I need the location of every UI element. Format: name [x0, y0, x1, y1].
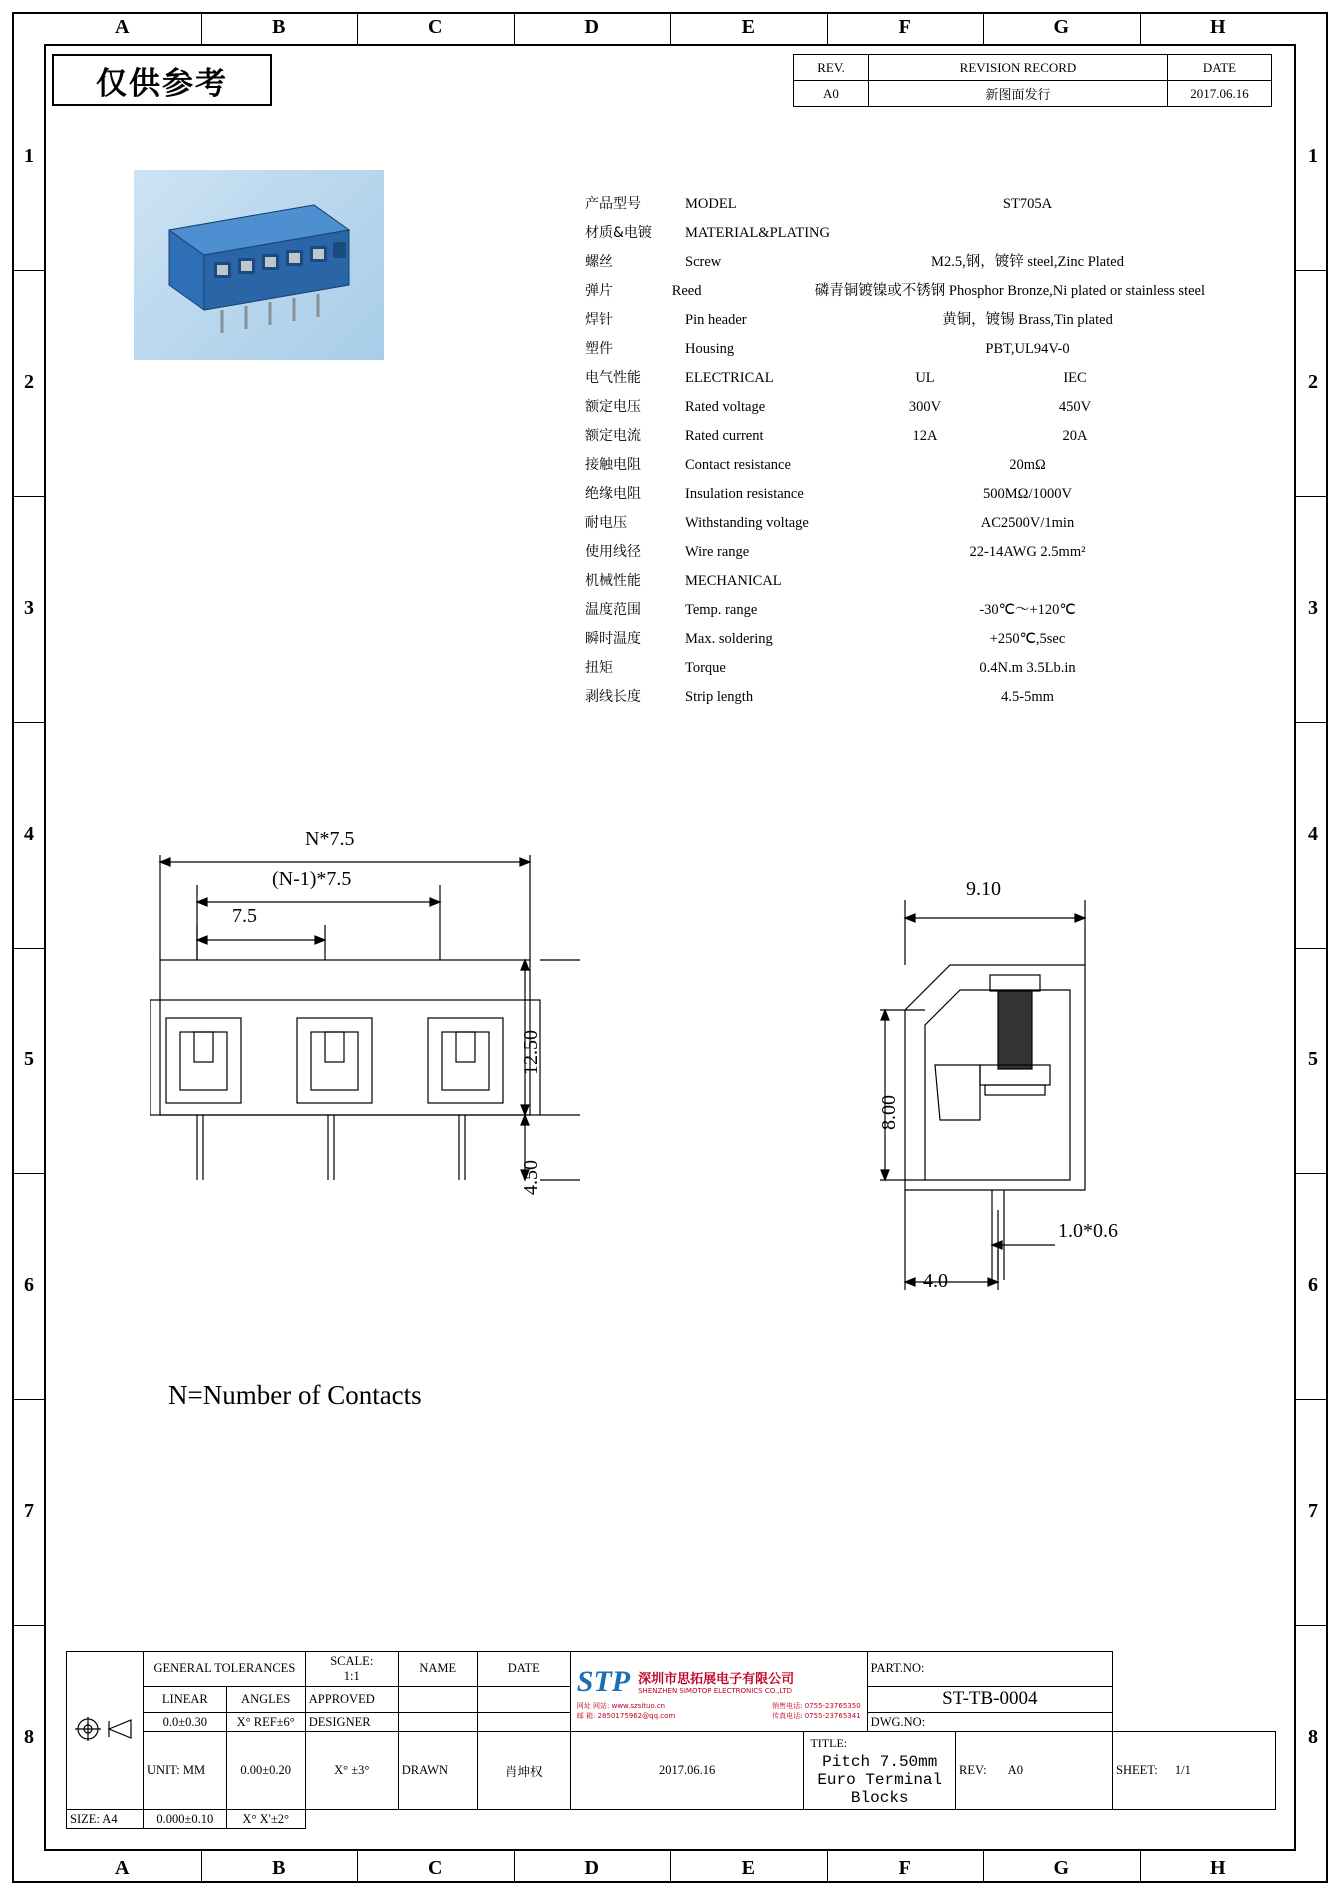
zone-col-F: F	[898, 16, 911, 38]
spec-value	[850, 393, 1245, 422]
contact-web: www.szsituo.cn	[611, 1701, 666, 1710]
dim-pitch-label: 7.5	[232, 905, 257, 927]
revision-header-date: DATE	[1168, 55, 1272, 81]
spec-value	[850, 567, 1245, 596]
zone-row-4: 4	[24, 822, 34, 845]
spec-row	[585, 654, 1245, 683]
zone-row-3: 3	[24, 596, 34, 619]
spec-value-iec: 20A	[1062, 428, 1088, 444]
title-line1: Pitch 7.50mm	[822, 1753, 938, 1772]
zone-col-B: B	[272, 1857, 286, 1879]
zone-row-7: 7	[1308, 1500, 1318, 1523]
partno-value: ST-TB-0004	[867, 1686, 1112, 1712]
spec-value	[850, 480, 1245, 509]
spec-row	[585, 364, 1245, 393]
specification-list	[585, 190, 1245, 712]
zone-row-1: 1	[1308, 144, 1318, 167]
spec-label-en: ELECTRICAL	[685, 370, 774, 386]
spec-label-cn: 材质&电镀	[585, 225, 652, 241]
spec-label-en: Screw	[685, 254, 722, 270]
spec-label-cn: 瞬时温度	[585, 631, 641, 647]
spec-value	[850, 422, 1245, 451]
designer-date	[477, 1713, 570, 1732]
zone-row-4: 4	[1308, 822, 1318, 845]
name-header: NAME	[398, 1652, 477, 1687]
spec-label-en: Torque	[685, 660, 726, 676]
spec-value-text: M2.5,钢，镀锌 steel,Zinc Plated	[931, 254, 1124, 270]
dim-side-height-label: 8.00	[878, 1095, 900, 1130]
zone-tick	[12, 496, 44, 497]
spec-value	[850, 625, 1245, 654]
sheet-value: 1/1	[1174, 1763, 1191, 1778]
linear-header: LINEAR	[144, 1686, 227, 1712]
spec-label-cn: 产品型号	[585, 196, 641, 212]
zone-tick	[12, 1173, 44, 1174]
spec-label-en: Contact resistance	[685, 457, 791, 473]
revision-row	[794, 81, 1272, 107]
front-view-drawing	[150, 828, 610, 1300]
sheet-cell	[1113, 1732, 1276, 1810]
dim-base-label: 4.0	[923, 1270, 948, 1292]
spec-value	[850, 306, 1245, 335]
spec-label-en: Wire range	[685, 544, 750, 560]
scale-label	[305, 1652, 398, 1687]
spec-value-text: ST705A	[1002, 196, 1053, 212]
spec-label-en: Strip length	[685, 689, 754, 705]
spec-label-cn: 绝缘电阻	[585, 486, 641, 502]
angle-tol-1: X° REF±6°	[226, 1713, 305, 1732]
spec-label-cn: 弹片	[585, 283, 613, 299]
spec-label-en: Temp. range	[685, 602, 758, 618]
revision-header-rev: REV.	[794, 55, 869, 81]
revision-header-row	[794, 55, 1272, 81]
spec-row	[585, 248, 1245, 277]
title-line2: Euro Terminal Blocks	[817, 1771, 943, 1808]
contacts-note: N=Number of Contacts	[168, 1380, 422, 1410]
contact-fax-label: 传真电话:	[772, 1711, 803, 1720]
zone-col-E: E	[741, 16, 755, 38]
contact-tel-label: 销售电话:	[772, 1701, 803, 1710]
title-cell	[804, 1732, 956, 1810]
revision-record-value: 新图面发行	[869, 81, 1168, 107]
revision-rev-value: A0	[794, 81, 869, 107]
zone-row-2: 2	[24, 370, 34, 393]
zone-tick	[1296, 496, 1328, 497]
linear-tol-1: 0.0±0.30	[144, 1713, 227, 1732]
title-block	[66, 1651, 1276, 1829]
spec-label-cn: 电气性能	[585, 370, 641, 386]
tolerances-title: GENERAL TOLERANCES	[144, 1652, 306, 1687]
zone-tick	[1296, 1399, 1328, 1400]
spec-label-cn: 剥线长度	[585, 689, 641, 705]
spec-value	[850, 451, 1245, 480]
drawn-label: DRAWN	[398, 1732, 477, 1810]
spec-label-en: Rated current	[685, 428, 764, 444]
zone-tick	[12, 722, 44, 723]
spec-value	[850, 654, 1245, 683]
zone-tick	[1296, 1625, 1328, 1626]
reference-only-stamp	[52, 54, 272, 106]
approved-label: APPROVED	[305, 1686, 398, 1712]
scale-label-text: SCALE:	[330, 1653, 374, 1668]
spec-label-en: Housing	[685, 341, 735, 357]
spec-value-text: 20mΩ	[1009, 457, 1046, 473]
spec-label-cn: 焊针	[585, 312, 613, 328]
dim-pin-section-label: 1.0*0.6	[1058, 1220, 1118, 1242]
spec-label-cn: 螺丝	[585, 254, 613, 270]
spec-row	[585, 596, 1245, 625]
angles-header: ANGLES	[226, 1686, 305, 1712]
zone-row-3: 3	[1308, 596, 1318, 619]
contact-mail-label: 邮 箱:	[576, 1711, 596, 1720]
dim-pin-length-label: 4.50	[520, 1160, 542, 1195]
linear-tol-2: 0.00±0.20	[226, 1732, 305, 1810]
spec-row	[585, 451, 1245, 480]
spec-value	[850, 364, 1245, 393]
zone-tick	[1296, 1173, 1328, 1174]
rev-label: REV:	[959, 1763, 987, 1778]
spec-row	[585, 538, 1245, 567]
spec-label-en: Max. soldering	[685, 631, 773, 647]
spec-value-text: PBT,UL94V-0	[985, 341, 1070, 357]
zone-row-7: 7	[24, 1500, 34, 1523]
zone-tick	[12, 948, 44, 949]
angle-tol-2: X° ±3°	[305, 1732, 398, 1810]
angle-tol-3: X° X'±2°	[226, 1810, 305, 1829]
drawn-date: 2017.06.16	[570, 1732, 804, 1810]
spec-value-text: -30℃～+120℃	[979, 602, 1076, 618]
spec-value-text: AC2500V/1min	[980, 515, 1075, 531]
zone-row-1: 1	[24, 144, 34, 167]
dwgno-label-cell	[867, 1713, 1112, 1732]
dwgno-label: DWG.NO:	[870, 1714, 926, 1729]
partno-label-cell: PART.NO:	[867, 1652, 1112, 1687]
scale-value: 1:1	[343, 1668, 360, 1683]
revision-table	[793, 54, 1272, 107]
zone-row-6: 6	[24, 1274, 34, 1297]
zone-col-C: C	[428, 1857, 443, 1879]
spec-value-text: 磷青铜镀镍或不锈钢 Phosphor Bronze,Ni plated or stainless steel	[814, 283, 1205, 299]
spec-row	[585, 625, 1245, 654]
zone-col-G: G	[1053, 1857, 1070, 1879]
spec-label-cn: 塑件	[585, 341, 613, 357]
company-logo: STP	[576, 1664, 631, 1698]
spec-label-en: Insulation resistance	[685, 486, 804, 502]
spec-label-en: MECHANICAL	[685, 573, 782, 589]
dim-centers-label: (N-1)*7.5	[272, 868, 352, 890]
spec-value-text: 4.5-5mm	[1001, 689, 1054, 705]
size-label: SIZE: A4	[67, 1810, 144, 1829]
product-photo	[134, 170, 384, 360]
spec-value-ul: UL	[915, 370, 935, 386]
spec-value	[850, 219, 1245, 248]
zone-tick	[12, 1625, 44, 1626]
drawn-name: 肖坤权	[477, 1732, 570, 1810]
rev-value: A0	[1007, 1763, 1023, 1778]
spec-value-iec: 450V	[1058, 399, 1092, 415]
company-name-cn: 深圳市思拓展电子有限公司	[638, 1672, 795, 1688]
zone-col-H: H	[1209, 16, 1226, 38]
approved-date	[477, 1686, 570, 1712]
spec-value-text: 500MΩ/1000V	[983, 486, 1072, 502]
zone-col-D: D	[584, 1857, 599, 1879]
spec-row	[585, 480, 1245, 509]
zone-row-8: 8	[1308, 1726, 1318, 1749]
revision-date-value: 2017.06.16	[1168, 81, 1272, 107]
zone-col-H: H	[1209, 1857, 1226, 1879]
spec-value-text: +250℃,5sec	[989, 631, 1066, 647]
designer-label: DESIGNER	[305, 1713, 398, 1732]
spec-label-en: MODEL	[685, 196, 737, 212]
spec-label-cn: 机械性能	[585, 573, 641, 589]
zone-col-C: C	[428, 16, 443, 38]
spec-value-iec: IEC	[1063, 370, 1087, 386]
zone-row-2: 2	[1308, 370, 1318, 393]
sheet-label: SHEET:	[1116, 1763, 1158, 1778]
spec-label-cn: 温度范围	[585, 602, 641, 618]
spec-row	[585, 190, 1245, 219]
spec-value	[815, 277, 1245, 306]
spec-row	[585, 683, 1245, 712]
spec-row	[585, 422, 1245, 451]
zone-row-5: 5	[24, 1048, 34, 1071]
spec-value-ul: 300V	[908, 399, 942, 415]
designer-name	[398, 1713, 477, 1732]
stamp-text: 仅供参考	[96, 65, 228, 102]
spec-label-en: Reed	[671, 283, 702, 299]
spec-value	[850, 538, 1245, 567]
zone-row-6: 6	[1308, 1274, 1318, 1297]
dim-total-label: N*7.5	[305, 828, 355, 850]
unit-label: UNIT: MM	[144, 1732, 227, 1810]
zone-tick	[12, 270, 44, 271]
zone-col-D: D	[584, 16, 599, 38]
spec-row	[585, 393, 1245, 422]
spec-value-ul: 12A	[912, 428, 938, 444]
approved-name	[398, 1686, 477, 1712]
spec-label-cn: 使用线径	[585, 544, 641, 560]
zone-col-E: E	[741, 1857, 755, 1879]
spec-row	[585, 306, 1245, 335]
spec-value	[850, 596, 1245, 625]
spec-value	[850, 248, 1245, 277]
zone-tick	[1296, 270, 1328, 271]
spec-label-en: Rated voltage	[685, 399, 766, 415]
company-block	[570, 1652, 867, 1732]
spec-row	[585, 219, 1245, 248]
zone-col-A: A	[115, 16, 130, 38]
zone-col-B: B	[272, 16, 286, 38]
spec-row	[585, 277, 1245, 306]
contact-mail: 2850175962@qq.com	[597, 1711, 676, 1720]
spec-value-text: 0.4N.m 3.5Lb.in	[979, 660, 1076, 676]
zone-tick	[1296, 948, 1328, 949]
zone-row-5: 5	[1308, 1048, 1318, 1071]
zone-col-G: G	[1053, 16, 1070, 38]
spec-label-cn: 耐电压	[585, 515, 627, 531]
spec-value	[850, 190, 1245, 219]
spec-value	[850, 335, 1245, 364]
title-label: TITLE:	[810, 1736, 848, 1751]
side-section-drawing	[878, 878, 1180, 1292]
contact-fax: 0755-23765341	[804, 1711, 861, 1720]
rev-cell	[956, 1732, 1113, 1810]
dim-side-width-label: 9.10	[966, 878, 1001, 900]
projection-symbol	[67, 1652, 144, 1810]
contact-tel: 0755-23765350	[804, 1701, 861, 1710]
company-name-en: SHENZHEN SIMOTOP ELECTRONICS CO.,LTD	[638, 1687, 793, 1696]
spec-row	[585, 509, 1245, 538]
spec-row	[585, 335, 1245, 364]
spec-value	[850, 683, 1245, 712]
spec-label-cn: 额定电流	[585, 428, 641, 444]
dim-height-label: 12.50	[520, 1030, 542, 1075]
spec-value-text: 黄铜，镀锡 Brass,Tin plated	[942, 312, 1113, 328]
spec-value	[850, 509, 1245, 538]
spec-row	[585, 567, 1245, 596]
zone-col-F: F	[898, 1857, 911, 1879]
zone-tick	[12, 1399, 44, 1400]
date-header: DATE	[477, 1652, 570, 1687]
spec-label-cn: 额定电压	[585, 399, 641, 415]
zone-tick	[1296, 722, 1328, 723]
spec-value-text: 22-14AWG 2.5mm²	[969, 544, 1086, 560]
zone-row-8: 8	[24, 1726, 34, 1749]
revision-header-record: REVISION RECORD	[869, 55, 1168, 81]
spec-label-cn: 接触电阻	[585, 457, 641, 473]
linear-tol-3: 0.000±0.10	[144, 1810, 227, 1829]
zone-col-A: A	[115, 1857, 130, 1879]
spec-label-en: Pin header	[685, 312, 747, 328]
contact-web-label: 网址 网站:	[576, 1701, 610, 1710]
spec-label-en: Withstanding voltage	[685, 515, 809, 531]
spec-label-cn: 扭矩	[585, 660, 613, 676]
spec-label-en: MATERIAL&PLATING	[685, 225, 830, 241]
